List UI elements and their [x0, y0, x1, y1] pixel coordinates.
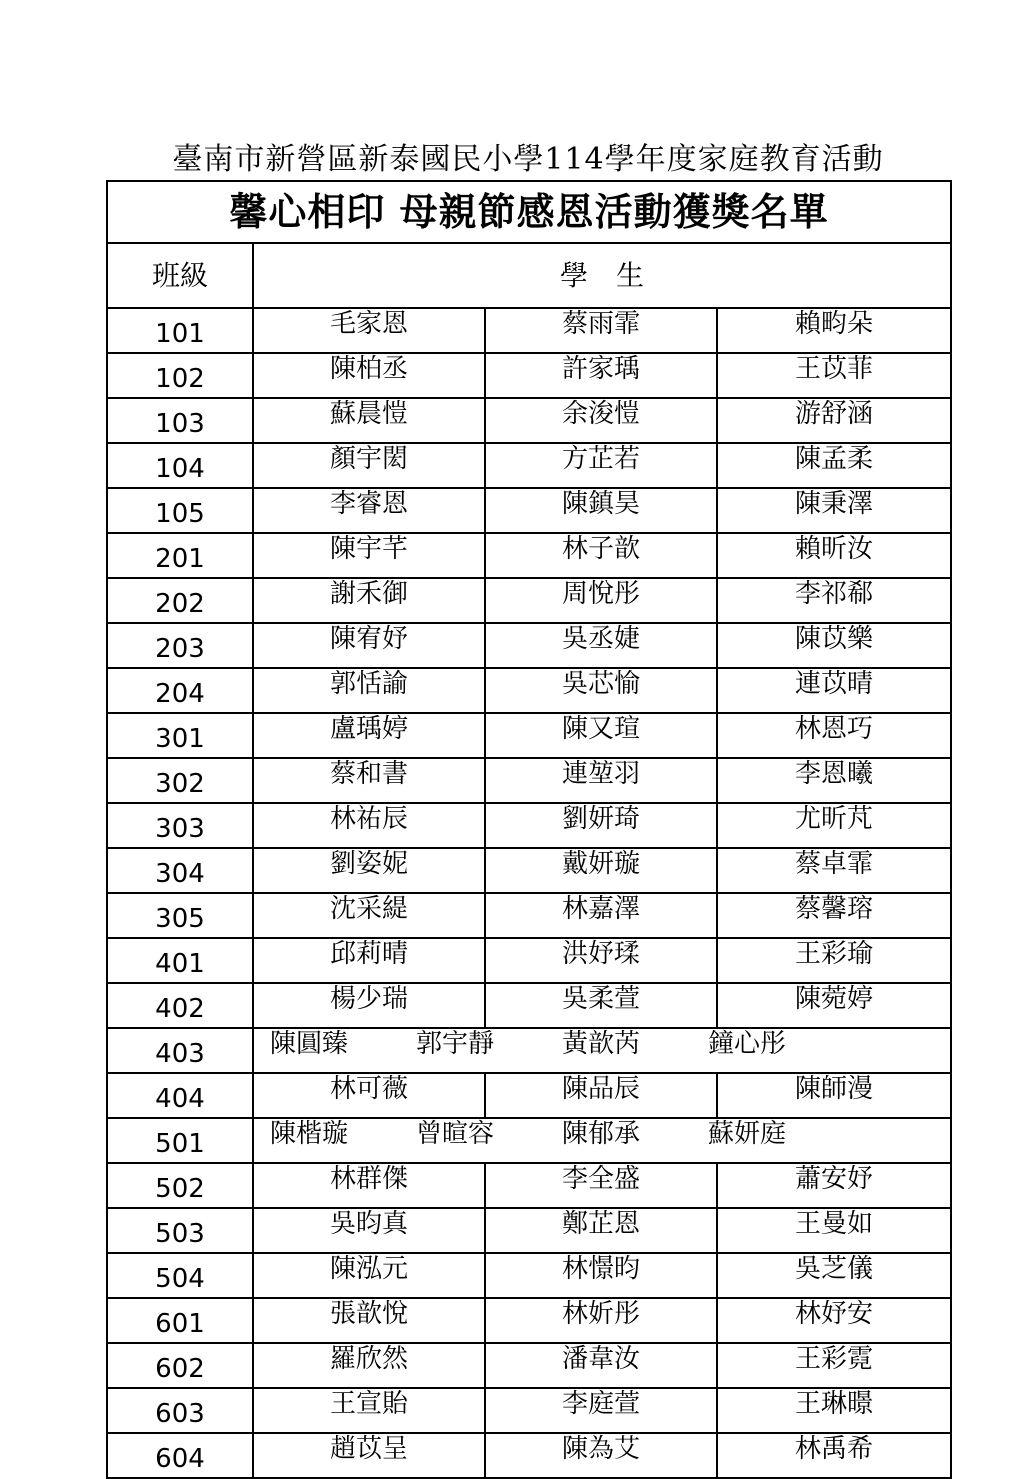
student-name: 洪妤瑈	[485, 938, 717, 983]
document-subtitle: 臺南市新營區新泰國民小學114學年度家庭教育活動	[172, 142, 884, 177]
header-row	[107, 243, 951, 308]
student-name: 林嘉澤	[485, 893, 717, 938]
table-row	[107, 578, 951, 623]
class-number: 601	[107, 1298, 253, 1343]
class-number: 101	[107, 308, 253, 353]
student-name: 羅欣然	[253, 1343, 485, 1388]
class-column-header: 班級	[107, 243, 253, 308]
student-name: 鐘心彤	[708, 1029, 787, 1059]
student-name: 盧瑀婷	[253, 713, 485, 758]
table-row	[107, 983, 951, 1028]
student-name: 連堃羽	[485, 758, 717, 803]
table-row	[107, 893, 951, 938]
student-name: 陳鎮昊	[485, 488, 717, 533]
student-name: 余浚愷	[485, 398, 717, 443]
class-number: 204	[107, 668, 253, 713]
student-name: 李庭萱	[485, 1388, 717, 1433]
student-name: 王曼如	[717, 1208, 951, 1253]
student-name: 劉妍琦	[485, 803, 717, 848]
student-name: 吳芯愉	[485, 668, 717, 713]
student-name: 陳圓臻	[270, 1029, 349, 1059]
student-name: 王琳暻	[717, 1388, 951, 1433]
table-row	[107, 1298, 951, 1343]
student-name: 陳菀婷	[717, 983, 951, 1028]
student-name: 趙苡呈	[253, 1433, 485, 1478]
student-name: 王宣貽	[253, 1388, 485, 1433]
student-name: 陳苡樂	[717, 623, 951, 668]
student-name: 林恩巧	[717, 713, 951, 758]
class-number: 504	[107, 1253, 253, 1298]
student-name: 蘇妍庭	[708, 1119, 787, 1149]
student-name: 李恩曦	[717, 758, 951, 803]
student-name: 王彩瑜	[717, 938, 951, 983]
student-name: 謝禾御	[253, 578, 485, 623]
student-name: 游舒涵	[717, 398, 951, 443]
table-row	[107, 308, 951, 353]
class-number: 304	[107, 848, 253, 893]
student-name: 蔡卓霏	[717, 848, 951, 893]
student-name: 黃歆芮	[562, 1029, 641, 1059]
student-name: 陳師漫	[717, 1073, 951, 1118]
student-name: 潘韋汝	[485, 1343, 717, 1388]
title-row	[107, 181, 951, 243]
table-row	[107, 713, 951, 758]
student-name: 邱莉晴	[253, 938, 485, 983]
student-name: 李睿恩	[253, 488, 485, 533]
student-name: 陳楷璇	[270, 1119, 349, 1149]
student-name: 林妤安	[717, 1298, 951, 1343]
student-name: 沈采緹	[253, 893, 485, 938]
student-name: 林子歆	[485, 533, 717, 578]
class-number: 104	[107, 443, 253, 488]
student-name: 吳丞婕	[485, 623, 717, 668]
student-name: 賴畇朵	[717, 308, 951, 353]
student-name: 周悅彤	[485, 578, 717, 623]
table-row	[107, 668, 951, 713]
student-name: 毛家恩	[253, 308, 485, 353]
table-row	[107, 1343, 951, 1388]
student-names-cell	[253, 1028, 951, 1073]
table-row	[107, 353, 951, 398]
table-row	[107, 1433, 951, 1478]
table-row	[107, 1163, 951, 1208]
student-name: 王彩霓	[717, 1343, 951, 1388]
table-row	[107, 443, 951, 488]
student-name: 吳芝儀	[717, 1253, 951, 1298]
table-row	[107, 1388, 951, 1433]
student-name: 張歆悅	[253, 1298, 485, 1343]
student-name: 陳宥妤	[253, 623, 485, 668]
class-number: 403	[107, 1028, 253, 1073]
class-number: 501	[107, 1118, 253, 1163]
student-name: 林可薇	[253, 1073, 485, 1118]
table-row	[107, 533, 951, 578]
table-row	[107, 803, 951, 848]
student-name: 陳孟柔	[717, 443, 951, 488]
student-name: 顏宇閎	[253, 443, 485, 488]
student-name: 李全盛	[485, 1163, 717, 1208]
student-name: 蕭安妤	[717, 1163, 951, 1208]
class-number: 503	[107, 1208, 253, 1253]
class-number: 305	[107, 893, 253, 938]
student-name: 楊少瑞	[253, 983, 485, 1028]
table-row	[107, 1208, 951, 1253]
student-names-cell	[253, 1118, 951, 1163]
student-name: 林禹希	[717, 1433, 951, 1478]
student-name: 王苡菲	[717, 353, 951, 398]
table-row	[107, 1028, 951, 1073]
class-number: 103	[107, 398, 253, 443]
student-name: 陳柏丞	[253, 353, 485, 398]
student-name: 劉姿妮	[253, 848, 485, 893]
student-name: 戴妍璇	[485, 848, 717, 893]
student-name: 陳宇芊	[253, 533, 485, 578]
class-number: 603	[107, 1388, 253, 1433]
class-number: 102	[107, 353, 253, 398]
class-number: 602	[107, 1343, 253, 1388]
student-name: 陳品辰	[485, 1073, 717, 1118]
award-roster-table	[106, 180, 952, 1479]
class-number: 303	[107, 803, 253, 848]
student-name: 林群傑	[253, 1163, 485, 1208]
student-name: 吳柔萱	[485, 983, 717, 1028]
table-row	[107, 758, 951, 803]
student-name: 陳為艾	[485, 1433, 717, 1478]
class-number: 301	[107, 713, 253, 758]
student-name: 賴昕汝	[717, 533, 951, 578]
student-name: 方芷若	[485, 443, 717, 488]
class-number: 302	[107, 758, 253, 803]
class-number: 604	[107, 1433, 253, 1478]
class-number: 203	[107, 623, 253, 668]
class-number: 105	[107, 488, 253, 533]
table-row	[107, 848, 951, 893]
table-row	[107, 938, 951, 983]
student-name: 蔡和書	[253, 758, 485, 803]
student-name: 林憬昀	[485, 1253, 717, 1298]
student-name: 許家瑀	[485, 353, 717, 398]
student-name: 李祁郗	[717, 578, 951, 623]
student-name: 連苡晴	[717, 668, 951, 713]
table-row	[107, 1118, 951, 1163]
student-name: 陳秉澤	[717, 488, 951, 533]
student-name: 曾暄容	[416, 1119, 495, 1149]
class-number: 404	[107, 1073, 253, 1118]
students-column-header: 學 生	[253, 243, 951, 308]
student-name: 林妡彤	[485, 1298, 717, 1343]
table-row	[107, 398, 951, 443]
student-name: 蔡馨瑢	[717, 893, 951, 938]
student-name: 林祐辰	[253, 803, 485, 848]
class-number: 201	[107, 533, 253, 578]
table-row	[107, 1073, 951, 1118]
table-row	[107, 1253, 951, 1298]
student-name: 尤昕芃	[717, 803, 951, 848]
student-name: 蔡雨霏	[485, 308, 717, 353]
class-number: 502	[107, 1163, 253, 1208]
document-title: 馨心相印 母親節感恩活動獲獎名單	[107, 181, 951, 243]
student-name: 陳郁承	[562, 1119, 641, 1149]
student-name: 陳又瑄	[485, 713, 717, 758]
student-name: 郭宇靜	[416, 1029, 495, 1059]
student-name: 吳昀真	[253, 1208, 485, 1253]
table-row	[107, 488, 951, 533]
class-number: 202	[107, 578, 253, 623]
student-name: 郭恬諭	[253, 668, 485, 713]
student-name: 蘇晨愷	[253, 398, 485, 443]
class-number: 401	[107, 938, 253, 983]
student-name: 鄭芷恩	[485, 1208, 717, 1253]
student-name: 陳泓元	[253, 1253, 485, 1298]
table-row	[107, 623, 951, 668]
class-number: 402	[107, 983, 253, 1028]
